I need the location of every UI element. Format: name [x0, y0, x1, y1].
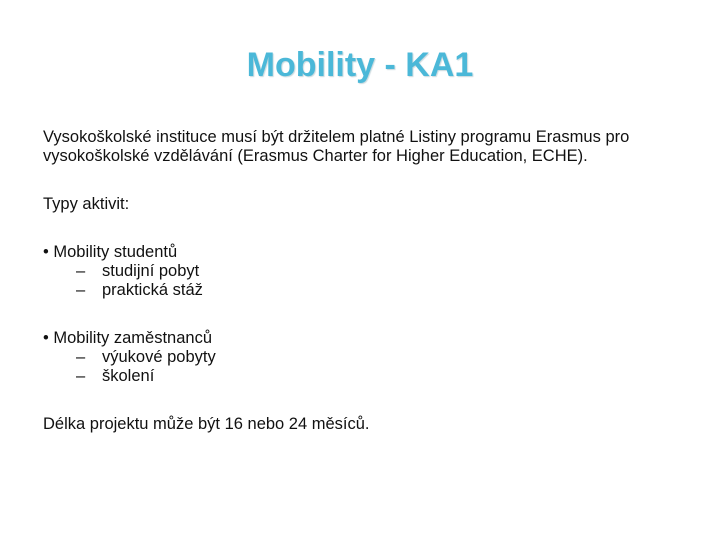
sub-item-label: školení	[102, 367, 155, 385]
dash-icon: –	[76, 367, 86, 385]
dash-icon: –	[76, 281, 86, 299]
dash-icon: –	[76, 262, 86, 280]
duration-text: Délka projektu může být 16 nebo 24 měsíců.	[43, 415, 370, 433]
bullet-student-mobility: • Mobility studentů	[43, 243, 178, 261]
slide-title: Mobility - KA1	[246, 46, 474, 84]
sub-item	[43, 281, 693, 300]
intro-text: Vysokoškolské instituce musí být držitelem platné Listiny programu Erasmus pro vysokoškolské vzdělávání (Erasmus Charter for Higher Education, ECHE).	[43, 128, 630, 165]
sub-item	[43, 348, 693, 367]
sub-item	[43, 367, 693, 386]
sub-item-label: výukové pobyty	[102, 348, 216, 366]
slide-body	[43, 128, 693, 434]
sub-item-label: studijní pobyt	[102, 262, 200, 280]
types-label: Typy aktivit:	[43, 195, 130, 213]
sub-item	[43, 262, 693, 281]
dash-icon: –	[76, 348, 86, 366]
bullet-staff-mobility: • Mobility zaměstnanců	[43, 329, 213, 347]
sub-item-label: praktická stáž	[102, 281, 203, 299]
